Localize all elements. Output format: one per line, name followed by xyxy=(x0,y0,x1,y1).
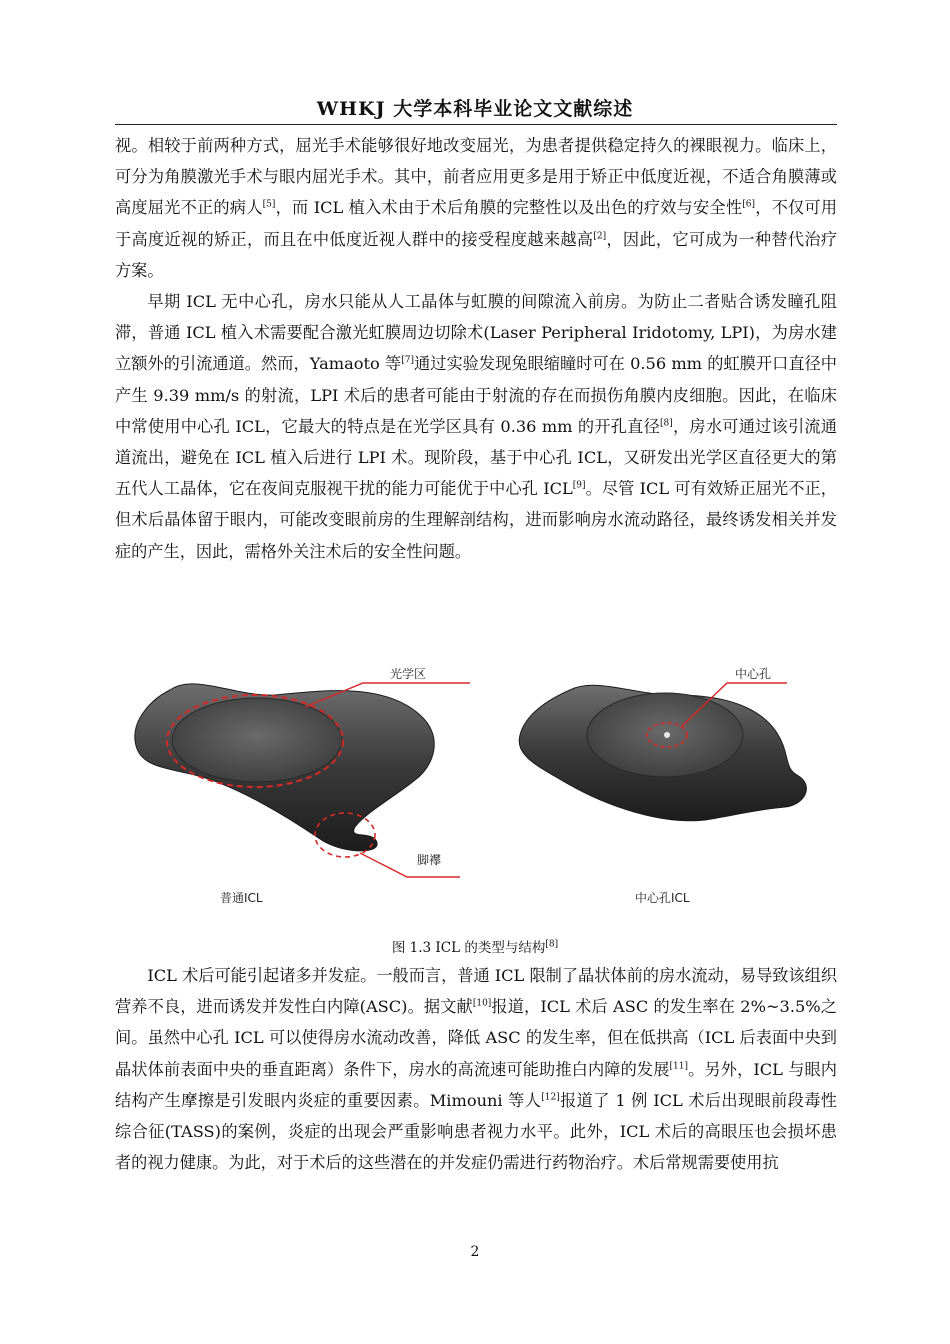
citation-6: [6] xyxy=(742,200,755,211)
figure-caption-citation: [8] xyxy=(545,939,559,950)
citation-7: [7] xyxy=(401,356,414,367)
citation-10: [10] xyxy=(472,998,492,1009)
citation-5: [5] xyxy=(262,200,276,211)
para2-text-c: ，房水可通过该引流通道流出，避免在 ICL 植入后进行 LPI 术。现阶段，基于中心孔 ICL，又研发出光学区直径更大的第五代人工晶体，它在夜间克服视干扰的能力可能优于中心孔 ICL xyxy=(115,416,837,499)
para1-text-c: ，不仅可用于高度近视的矫正，而且在中低度近视人群中的接受程度越来越高 xyxy=(115,198,838,249)
citation-2: [2] xyxy=(593,231,607,242)
para3-text-b: 报道，ICL 术后 ASC 的发生率在 2%~3.5%之间。虽然中心孔 ICL 可以使得房水流动改善，降低 ASC 的发生率，但在低拱高（ICL 后表面中央到晶状体前表面中央的垂直距离）条件下，房水的高流速可能助推白内障的发展 xyxy=(115,997,837,1079)
page-header-title: WHKJ 大学本科毕业论文文献综述 xyxy=(316,98,634,120)
para1-text-a: 视。相较于前两种方式，屈光手术能够很好地改变屈光，为患者提供稳定持久的裸眼视力。临床上，可分为角膜激光手术与眼内屈光手术。其中，前者应用更多是用于矫正中低度近视，不适合角膜薄或高度屈光不正的病人 xyxy=(115,136,837,218)
para1-text-b: ，而 ICL 植入术由于术后角膜的完整性以及出色的疗效与安全性 xyxy=(275,198,743,218)
para1-text-d: ，因此，它可成为一种替代治疗方案。 xyxy=(115,229,838,280)
citation-11: [11] xyxy=(669,1061,689,1072)
standard-icl-lens xyxy=(135,683,470,877)
figure-caption-text: 图 1.3 ICL 的类型与结构 xyxy=(391,940,546,956)
label-center-hole: 中心孔 xyxy=(735,667,772,681)
citation-9: [9] xyxy=(572,480,586,491)
para2-text-b: 通过实验发现兔眼缩瞳时可在 0.56 mm 的虹膜开口直径中产生 9.39 mm/s 的射流，LPI 术后的患者可能由于射流的存在而损伤角膜内皮细胞。因此，在临床中常使用中心孔 ICL，它最大的特点是在光学区具有 0.36 mm 的开孔直径 xyxy=(115,354,837,436)
para3-text-d: 报道了 1 例 ICL 术后出现眼前段毒性综合征(TASS)的案例，炎症的出现会严重影响患者视力水平。此外，ICL 术后的高眼压也会损坏患者的视力健康。为此，对于术后的这些潜在的并发症仍需进行药物治疗。术后常规需要使用抗 xyxy=(115,1090,837,1173)
label-optical-zone: 光学区 xyxy=(390,667,427,681)
label-haptic: 脚襻 xyxy=(417,853,442,867)
para2-text-a: 早期 ICL 无中心孔，房水只能从人工晶体与虹膜的间隙流入前房。为防止二者贴合诱发瞳孔阻滞，普通 ICL 植入术需要配合激光虹膜周边切除术(Laser Peripheral Iridotomy, LPI)，为房水建立额外的引流通道。然而，Yamaoto 等 xyxy=(115,292,837,374)
figure-caption xyxy=(0,936,950,956)
paragraph-2 xyxy=(115,286,837,567)
header-rule xyxy=(115,124,837,125)
citation-8: [8] xyxy=(660,418,673,429)
page-number: 2 xyxy=(470,1244,480,1260)
icl-illustration xyxy=(115,655,837,925)
figure-icl-types xyxy=(115,655,837,925)
center-hole-icl-lens xyxy=(519,683,806,821)
para2-text-d: 。尽管 ICL 可有效矫正屈光不正，但术后晶体留于眼内，可能改变眼前房的生理解剖结构，进而影响房水流动路径，最终诱发相关并发症的产生，因此，需格外关注术后的安全性问题。 xyxy=(115,479,837,561)
center-hole xyxy=(664,732,670,738)
citation-12: [12] xyxy=(541,1092,560,1103)
label-center-hole-icl: 中心孔ICL xyxy=(635,891,690,905)
label-standard-icl: 普通ICL xyxy=(220,891,263,905)
paragraph-1 xyxy=(115,130,837,286)
paragraph-3 xyxy=(115,960,837,1178)
para3-text-c: 。另外，ICL 与眼内结构产生摩擦是引发眼内炎症的重要因素。Mimouni 等人 xyxy=(115,1059,837,1110)
para3-text-a: ICL 术后可能引起诸多并发症。一般而言，普通 ICL 限制了晶状体前的房水流动，易导致该组织营养不良，进而诱发并发性白内障(ASC)。据文献 xyxy=(115,966,838,1017)
